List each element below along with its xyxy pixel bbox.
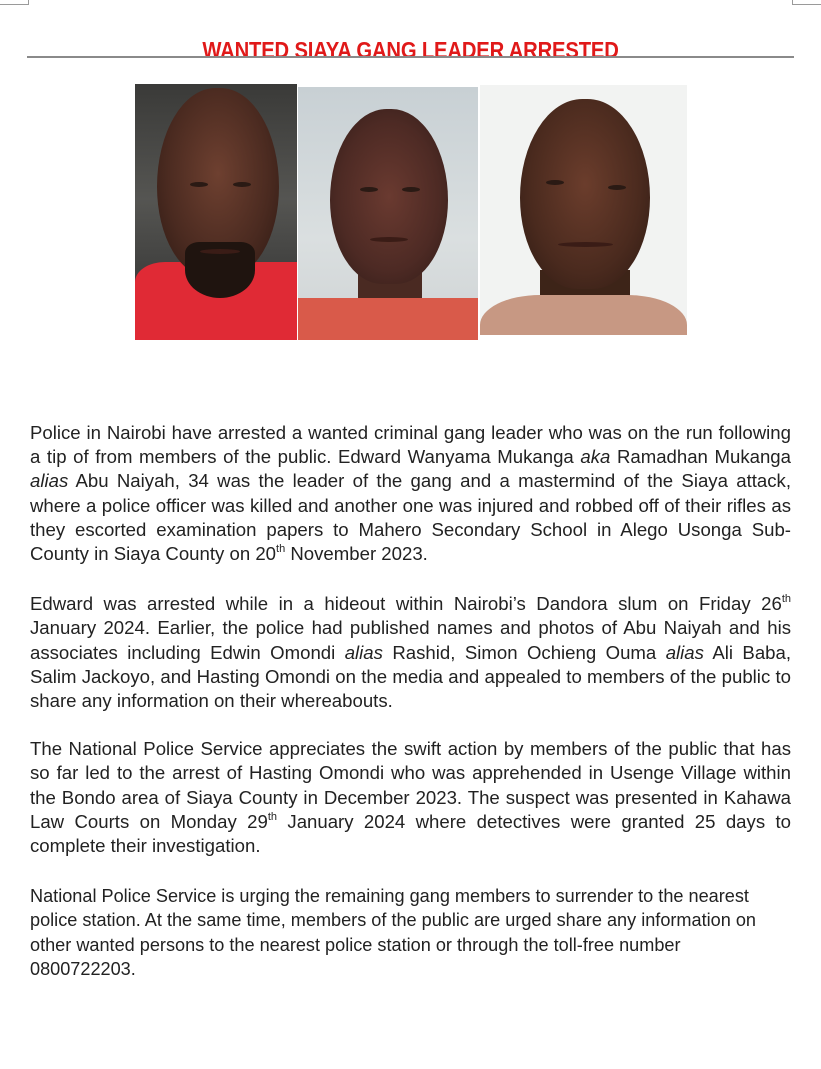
- headline-divider: [27, 56, 794, 58]
- paragraph-arrest-details: Edward was arrested while in a hideout within Nairobi’s Dandora slum on Friday 26th January 2024. Earlier, the police had published names and photos of Abu Naiyah and his associates including Edwin Omondi alias Rashid, Simon Ochieng Ouma alias Ali Baba, Salim Jackoyo, and Hasting Omondi on the media and appealed to members of the public to share any information on their whereabouts.: [30, 593, 792, 712]
- suspect-photo-2: [298, 87, 478, 340]
- crop-mark-top-right: [792, 0, 821, 5]
- left-eye: [360, 187, 378, 192]
- mouth: [370, 237, 408, 242]
- face: [330, 109, 448, 284]
- mouth: [200, 249, 240, 254]
- brown-shirt: [480, 295, 687, 335]
- suspect-photo-1: [135, 84, 297, 340]
- right-eye: [233, 182, 251, 187]
- left-eye: [190, 182, 208, 187]
- face: [520, 99, 650, 289]
- left-eye: [546, 180, 564, 185]
- suspect-photo-3: [480, 85, 687, 335]
- crop-mark-top-left: [0, 0, 29, 5]
- mouth: [558, 242, 613, 247]
- article-body: [30, 421, 791, 1007]
- headline: WANTED SIAYA GANG LEADER ARRESTED: [202, 37, 619, 64]
- paragraph-public-appeal: National Police Service is urging the remaining gang members to surrender to the nearest police station. At the same time, members of the public are urged share any information on other wanted persons to the nearest police station or through the toll-free number 0800722203.: [30, 885, 756, 979]
- right-eye: [402, 187, 420, 192]
- right-eye: [608, 185, 626, 190]
- paragraph-arrest-announcement: Police in Nairobi have arrested a wanted criminal gang leader who was on the run following a tip of from members of the public. Edward Wanyama Mukanga aka Ramadhan Mukanga alias Abu Naiyah, 34 was the leader of the gang and a mastermind of the Siaya attack, where a police officer was killed and another one was injured and robbed off of their rifles as they escorted examination papers to Mahero Secondary School in Alego Usonga Sub-County in Siaya County on 20th November 2023.: [30, 422, 791, 565]
- paragraph-appreciation: The National Police Service appreciates the swift action by members of the public that has so far led to the arrest of Hasting Omondi who was apprehended in Usenge Village within the Bondo area of Siaya County in December 2023. The suspect was presented in Kahawa Law Courts on Monday 29th January 2024 where detectives were granted 25 days to complete their investigation.: [30, 738, 791, 857]
- red-shirt: [298, 298, 478, 340]
